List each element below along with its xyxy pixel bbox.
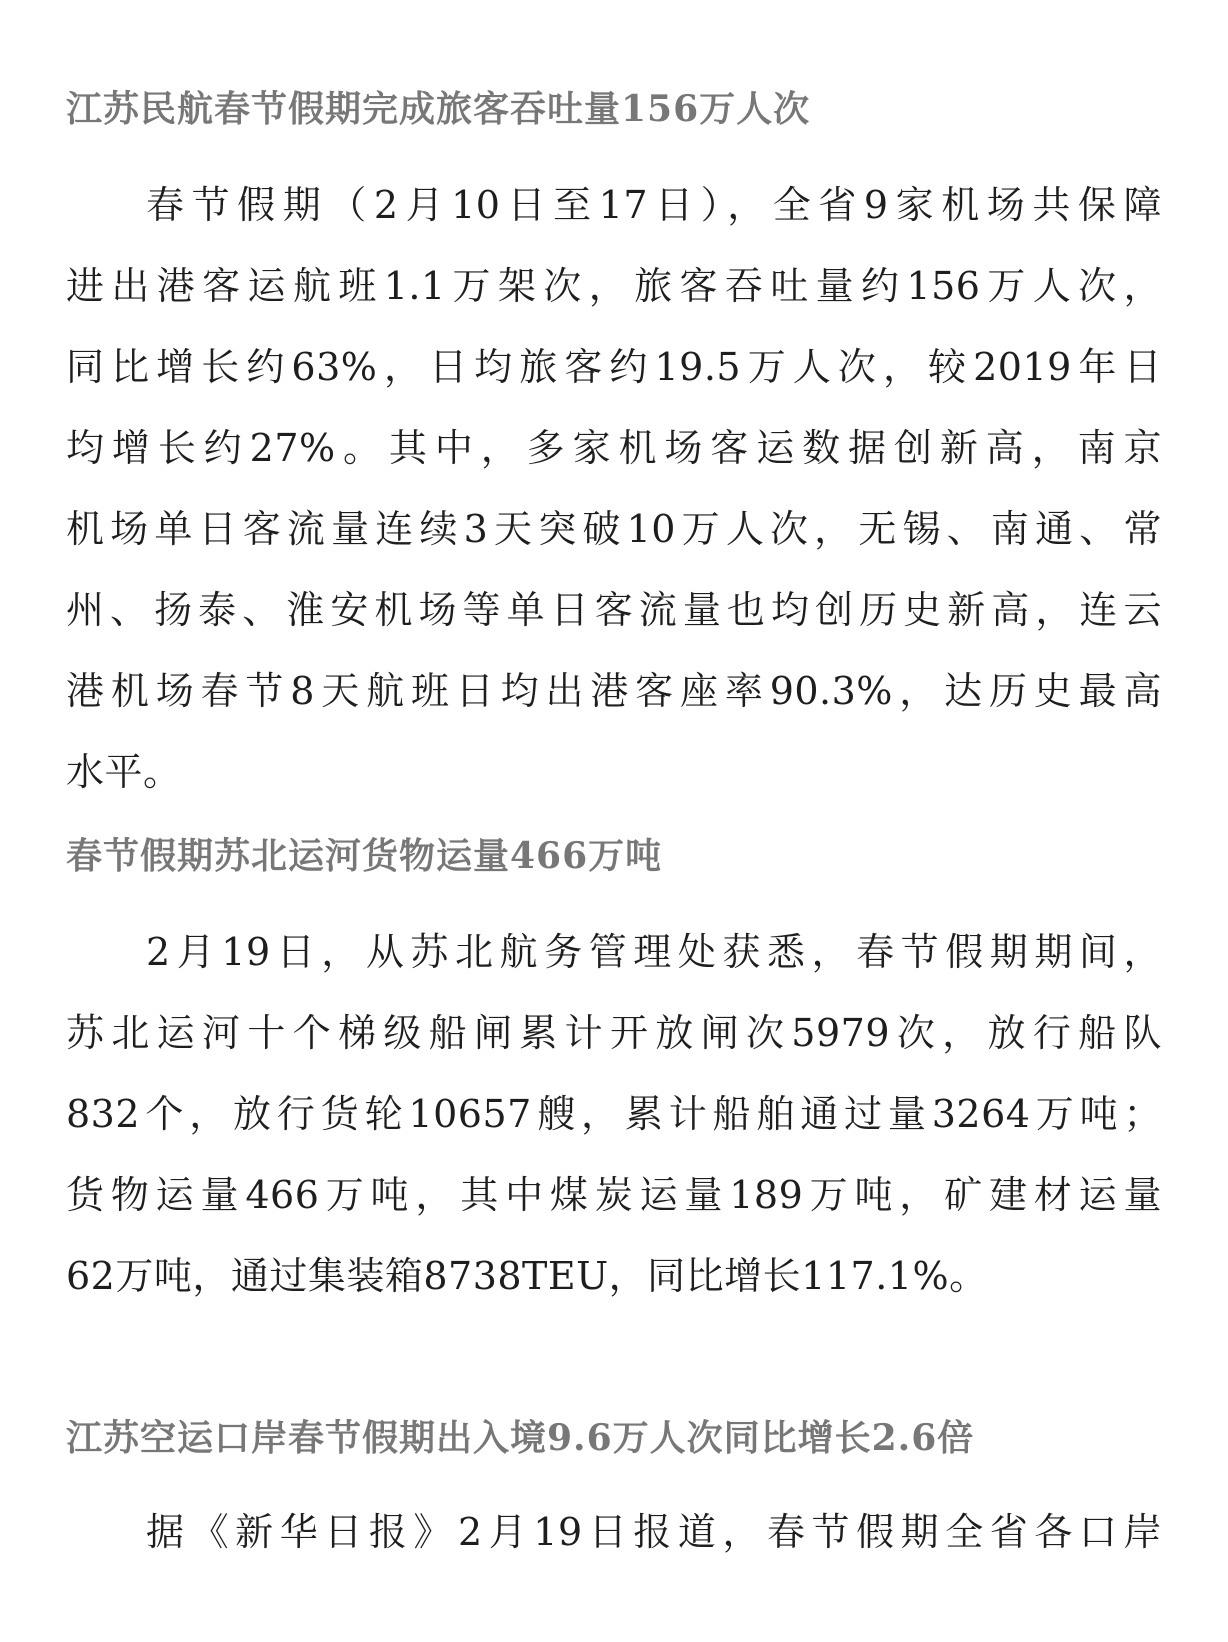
article-1-headline: 江苏民航春节假期完成旅客吞吐量156万人次 (66, 88, 811, 130)
article-1-line-1: 春节假期（2月10日至17日），全省9家机场共保障 (146, 183, 1162, 227)
article-1-line-2: 进出港客运航班1.1万架次，旅客吞吐量约156万人次， (66, 264, 1162, 308)
article-1-line-8: 水平。 (66, 750, 182, 794)
article-2-line-5: 62万吨，通过集装箱8738TEU，同比增长117.1%。 (66, 1254, 988, 1298)
article-1-line-3: 同比增长约63%，日均旅客约19.5万人次，较2019年日 (66, 345, 1162, 389)
article-1-body (66, 165, 1162, 813)
article-3-line-1: 据《新华日报》2月19日报道，春节假期全省各口岸 (146, 1510, 1162, 1554)
article-2-line-4: 货物运量466万吨，其中煤炭运量189万吨，矿建材运量 (66, 1173, 1162, 1217)
article-3-headline: 江苏空运口岸春节假期出入境9.6万人次同比增长2.6倍 (66, 1417, 975, 1459)
article-3-body (66, 1492, 1162, 1573)
article-1-line-4: 均增长约27%。其中，多家机场客运数据创新高，南京 (66, 426, 1162, 470)
article-2-line-3: 832个，放行货轮10657艘，累计船舶通过量3264万吨； (66, 1092, 1162, 1136)
article-2-body (66, 912, 1162, 1317)
article-2-line-1: 2月19日，从苏北航务管理处获悉，春节假期期间， (146, 930, 1162, 974)
article-2-headline: 春节假期苏北运河货物运量466万吨 (66, 835, 663, 877)
article-1-line-6: 州、扬泰、淮安机场等单日客流量也均创历史新高，连云 (66, 588, 1162, 632)
article-1-line-5: 机场单日客流量连续3天突破10万人次，无锡、南通、常 (66, 507, 1162, 551)
article-2-line-2: 苏北运河十个梯级船闸累计开放闸次5979次，放行船队 (66, 1011, 1162, 1055)
article-1-line-7: 港机场春节8天航班日均出港客座率90.3%，达历史最高 (66, 669, 1162, 713)
